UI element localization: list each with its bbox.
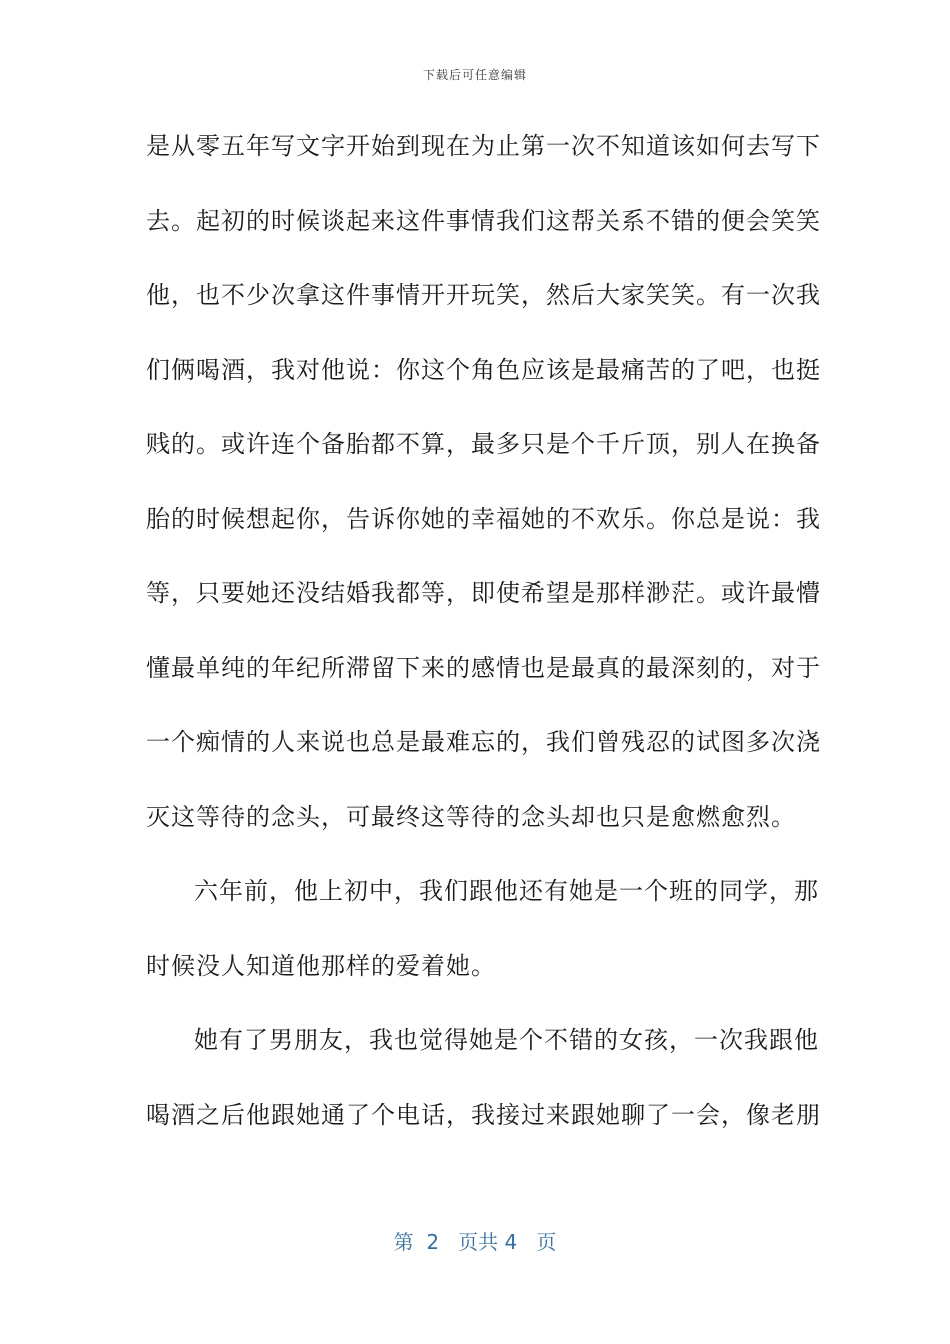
text-line: 去。起初的时候谈起来这件事情我们这帮关系不错的便会笑笑	[146, 206, 821, 235]
text-line: 贱的。或许连个备胎都不算，最多只是个千斤顶，别人在换备	[146, 430, 821, 458]
text-line: 喝酒之后他跟她通了个电话，我接过来跟她聊了一会，像老朋	[146, 1100, 821, 1129]
document-body	[146, 124, 821, 1167]
text-line: 胎的时候想起你，告诉你她的幸福她的不欢乐。你总是说：我	[146, 504, 821, 533]
text-line: 等，只要她还没结婚我都等，即使希望是那样渺茫。或许最懵	[146, 579, 821, 607]
text-line: 灭这等待的念头，可最终这等待的念头却也只是愈燃愈烈。	[146, 802, 796, 831]
paragraph-first-line: 她有了男朋友，我也觉得她是个不错的女孩，一次我跟他	[194, 1026, 819, 1054]
text-line: 时候没人知道他那样的爱着她。	[146, 951, 496, 980]
text-line: 他，也不少次拿这件事情开开玩笑，然后大家笑笑。有一次我	[146, 281, 821, 309]
text-line: 是从零五年写文字开始到现在为止第一次不知道该如何去写下	[146, 132, 821, 160]
text-line: 们俩喝酒，我对他说：你这个角色应该是最痛苦的了吧，也挺	[146, 355, 821, 384]
paragraph-first-line: 六年前，他上初中，我们跟他还有她是一个班的同学，那	[194, 877, 819, 905]
text-line: 一个痴情的人来说也总是最难忘的，我们曾残忍的试图多次浇	[146, 728, 821, 756]
page-number-footer: 第 2 页共 4 页	[393, 1230, 557, 1254]
text-line: 懂最单纯的年纪所滞留下来的感情也是最真的最深刻的，对于	[146, 653, 821, 682]
page-header: 下载后可任意编辑	[422, 68, 527, 82]
